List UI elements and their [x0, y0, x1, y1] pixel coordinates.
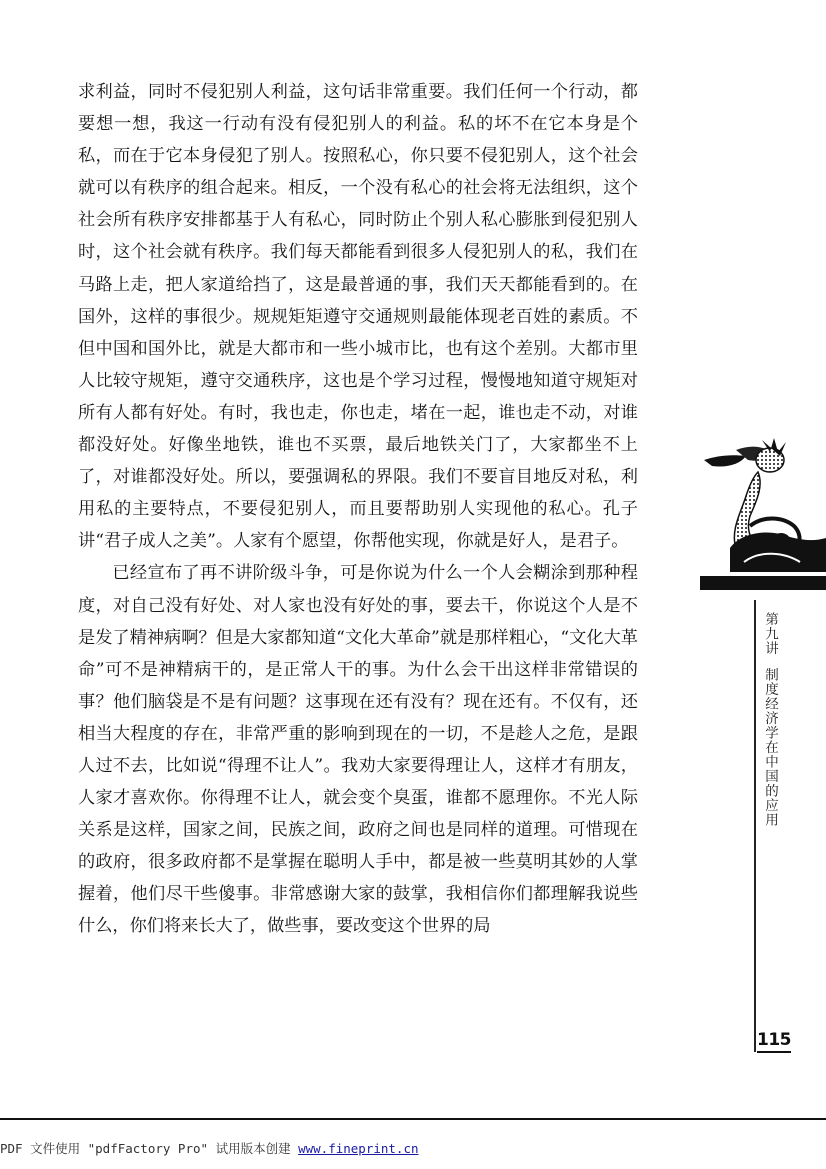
page-number: 115 — [757, 1030, 791, 1053]
footer-link[interactable]: www.fineprint.cn — [298, 1141, 419, 1156]
chapter-title — [759, 612, 777, 827]
side-rule — [754, 600, 756, 1052]
chapter-title-text: 制度经济学在中国的应用 — [762, 667, 778, 827]
pdf-footer — [0, 1139, 419, 1157]
decorative-bird-ornament — [700, 430, 826, 598]
footer-rule — [0, 1118, 826, 1120]
paragraph-2: 已经宣布了再不讲阶级斗争，可是你说为什么一个人会糊涂到那种程度，对自己没有好处、对人家也没有好处的事，要去干，你说这个人是不是发了精神病啊？但是大家都知道“文化大革命”就是那样粗心，“文化大革命”可不是神精病干的，是正常人干的事。为什么会干出这样非常错误的事？他们脑袋是不是有问题？这事现在还有没有？现在还有。不仅有，还相当大程度的存在，非常严重的影响到现在的一切，不是趁人之危，是跟人过不去，比如说“得理不让人”。我劝大家要得理让人，这样才有朋友，人家才喜欢你。你得理不让人，就会变个臭蛋，谁都不愿理你。不光人际关系是这样，国家之间，民族之间，政府之间也是同样的道理。可惜现在的政府，很多政府都不是掌握在聪明人手中，都是被一些莫明其妙的人掌握着，他们尽干些傻事。非常感谢大家的鼓掌，我相信你们都理解我说些什么，你们将来长大了，做些事，要改变这个世界的局 — [78, 563, 638, 937]
body-text — [78, 76, 638, 943]
paragraph-1: 求利益，同时不侵犯别人利益，这句话非常重要。我们任何一个行动，都要想一想，我这一行动有没有侵犯别人的利益。私的坏不在它本身是个私，而在于它本身侵犯了别人。按照私心，你只要不侵犯别人，这个社会就可以有秩序的组合起来。相反，一个没有私心的社会将无法组织，这个社会所有秩序安排都基于人有私心，同时防止个别人私心膨胀到侵犯别人时，这个社会就有秩序。我们每天都能看到很多人侵犯别人的私，我们在马路上走，把人家道给挡了，这是最普通的事，我们天天都能看到的。在国外，这样的事很少。规规矩矩遵守交通规则最能体现老百姓的素质。不但中国和国外比，就是大都市和一些小城市比，也有这个差别。大都市里人比较守规矩，遵守交通秩序，这也是个学习过程，慢慢地知道守规矩对所有人都有好处。有时，我也走，你也走，堵在一起，谁也走不动，对谁都没好处。好像坐地铁，谁也不买票，最后地铁关门了，大家都坐不上了，对谁都没好处。所以，要强调私的界限。我们不要盲目地反对私，利用私的主要特点，不要侵犯别人，而且要帮助别人实现他的私心。孔子讲“君子成人之美”。人家有个愿望，你帮他实现，你就是好人，是君子。 — [78, 82, 638, 552]
chapter-lecture-number: 第九讲 — [762, 612, 778, 656]
footer-prefix: PDF 文件使用 "pdfFactory Pro" 试用版本创建 — [0, 1141, 299, 1156]
